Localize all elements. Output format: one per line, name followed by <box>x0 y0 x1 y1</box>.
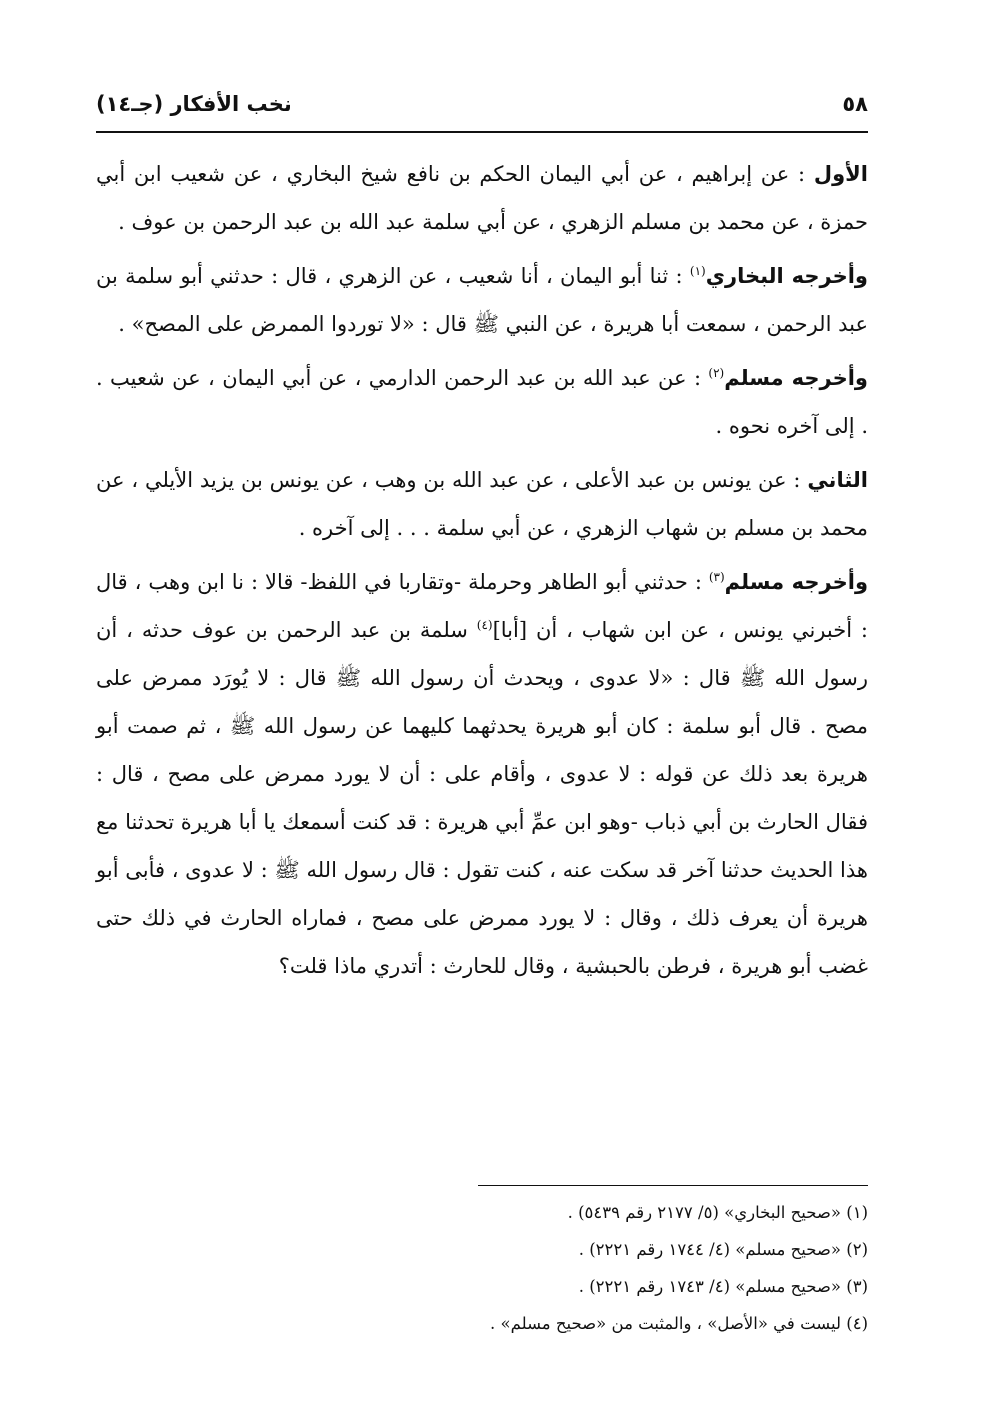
footnote-marker: (٣) <box>708 570 725 584</box>
footnote: (١) «صحيح البخاري» (٥/ ٢١٧٧ رقم ٥٤٣٩) . <box>567 1203 868 1222</box>
book-title: نخب الأفكار (جـ١٤) <box>96 92 292 116</box>
paragraph-text: : عن إبراهيم ، عن أبي اليمان الحكم بن نافع شيخ البخاري ، عن شعيب ابن أبي حمزة ، عن محمد بن مسلم الزهري ، عن أبي سلمة عبد الله بن عبد الرحمن بن عوف . <box>96 162 868 234</box>
paragraph-text: : عن يونس بن عبد الأعلى ، عن عبد الله بن وهب ، عن يونس بن يزيد الأيلي ، عن محمد بن مسلم بن شهاب الزهري ، عن أبي سلمة . . . إلى آخره . <box>96 468 868 540</box>
footnote: (٤) ليست في «الأصل» ، والمثبت من «صحيح مسلم» . <box>490 1314 868 1333</box>
footnote-rule <box>478 1185 868 1186</box>
paragraph-text: : عن عبد الله بن عبد الرحمن الدارمي ، عن أبي اليمان ، عن شعيب . . إلى آخره نحوه . <box>96 366 868 438</box>
page-number: ٥٨ <box>842 92 868 116</box>
footnote: (٣) «صحيح مسلم» (٤/ ١٧٤٣ رقم ٢٢٢١) . <box>578 1277 868 1296</box>
footnote: (٢) «صحيح مسلم» (٤/ ١٧٤٤ رقم ٢٢٢١) . <box>578 1240 868 1259</box>
paragraph-lead: الأول <box>813 162 868 186</box>
running-header <box>96 86 868 122</box>
paragraph-text: : حدثني أبو الطاهر وحرملة -وتقاربا في اللفظ- قالا : نا ابن وهب ، قال : أخبرني يونس ، عن ابن شهاب ، أن [أبا] <box>96 570 869 642</box>
footnotes <box>96 1194 868 1342</box>
paragraph-lead: وأخرجه البخاري <box>705 264 868 288</box>
main-text <box>96 150 868 996</box>
paragraph-lead: الثاني <box>807 468 868 492</box>
paragraph-first-chain <box>96 150 868 246</box>
paragraph-bukhari <box>96 252 868 348</box>
header-rule <box>96 131 868 133</box>
paragraph-text: : ثنا أبو اليمان ، أنا شعيب ، عن الزهري ، قال : حدثني أبو سلمة بن عبد الرحمن ، سمعت أبا هريرة ، عن النبي ﷺ قال : «لا توردوا الممرض على المصح» . <box>96 264 868 336</box>
footnote-marker: (١) <box>689 264 706 278</box>
paragraph-muslim-1 <box>96 354 868 450</box>
paragraph-muslim-2 <box>96 558 868 990</box>
paragraph-text: سلمة بن عبد الرحمن بن عوف حدثه ، أن رسول الله ﷺ قال : «لا عدوى ، ويحدث أن رسول الله ﷺ قال : لا يُورَد ممرض على مصح . قال أبو سلمة : كان أبو هريرة يحدثهما كليهما عن رسول الله ﷺ ، ثم صمت أبو هريرة بعد ذلك عن قوله : لا عدوى ، وأقام على : أن لا يورد ممرض على مصح ، قال : فقال الحارث بن أبي ذباب -وهو ابن عمِّ أبي هريرة : قد كنت أسمعك يا أبا هريرة تحدثنا مع هذا الحديث حدثنا آخر قد سكت عنه ، كنت تقول : قال رسول الله ﷺ : لا عدوى ، فأبى أبو هريرة أن يعرف ذلك ، وقال : لا يورد ممرض على مصح ، فماراه الحارث في ذلك حتى غضب أبو هريرة ، فرطن بالحبشية ، وقال للحارث : أتدري ماذا قلت؟ <box>96 618 868 978</box>
paragraph-lead: وأخرجه مسلم <box>724 570 868 594</box>
footnote-marker: (٢) <box>708 366 725 380</box>
paragraph-second-chain <box>96 456 868 552</box>
paragraph-lead: وأخرجه مسلم <box>724 366 868 390</box>
footnote-marker: (٤) <box>476 618 493 632</box>
